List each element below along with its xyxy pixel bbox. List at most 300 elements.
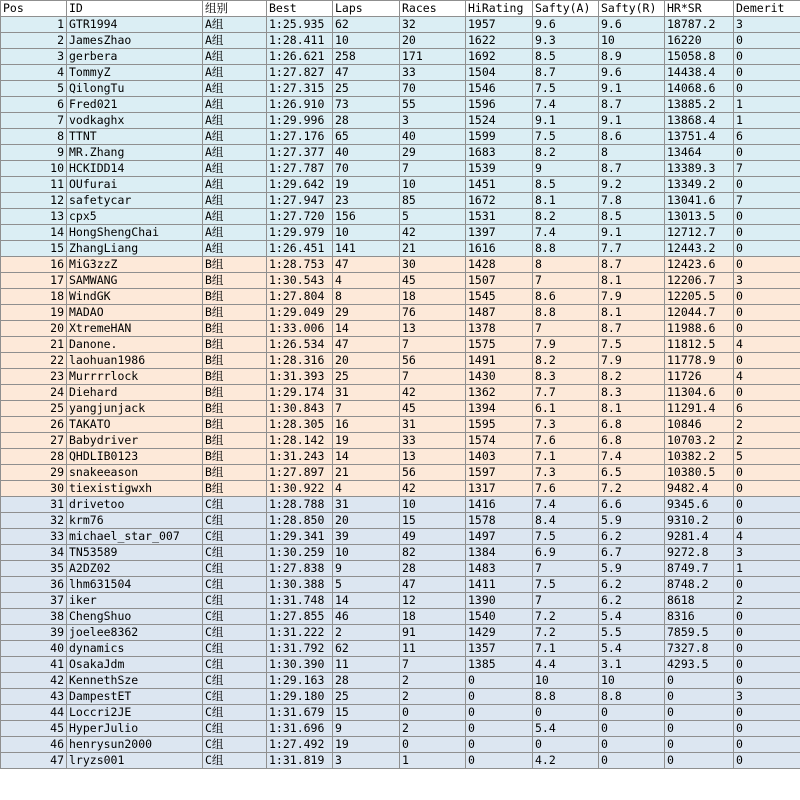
- cell-id[interactable]: SAMWANG: [67, 273, 203, 289]
- cell-safety-a[interactable]: 7.2: [533, 625, 599, 641]
- cell-group[interactable]: C组: [203, 721, 267, 737]
- cell-laps[interactable]: 47: [333, 257, 400, 273]
- cell-safety-a[interactable]: 8.8: [533, 305, 599, 321]
- cell-group[interactable]: A组: [203, 193, 267, 209]
- cell-group[interactable]: B组: [203, 337, 267, 353]
- cell-laps[interactable]: 70: [333, 161, 400, 177]
- cell-safety-r[interactable]: 6.5: [599, 465, 665, 481]
- cell-group[interactable]: C组: [203, 513, 267, 529]
- cell-races[interactable]: 7: [400, 161, 466, 177]
- cell-hirating[interactable]: 1683: [466, 145, 533, 161]
- cell-best[interactable]: 1:30.259: [267, 545, 333, 561]
- cell-group[interactable]: C组: [203, 577, 267, 593]
- cell-laps[interactable]: 19: [333, 177, 400, 193]
- cell-group[interactable]: C组: [203, 737, 267, 753]
- cell-safety-a[interactable]: 4.2: [533, 753, 599, 769]
- cell-pos[interactable]: 1: [1, 17, 67, 33]
- cell-best[interactable]: 1:31.819: [267, 753, 333, 769]
- cell-laps[interactable]: 258: [333, 49, 400, 65]
- cell-pos[interactable]: 10: [1, 161, 67, 177]
- cell-pos[interactable]: 27: [1, 433, 67, 449]
- cell-pos[interactable]: 29: [1, 465, 67, 481]
- cell-pos[interactable]: 19: [1, 305, 67, 321]
- cell-hirating[interactable]: 1317: [466, 481, 533, 497]
- cell-id[interactable]: safetycar: [67, 193, 203, 209]
- cell-best[interactable]: 1:27.315: [267, 81, 333, 97]
- cell-safety-r[interactable]: 7.2: [599, 481, 665, 497]
- table-row[interactable]: [1, 353, 800, 369]
- cell-pos[interactable]: 4: [1, 65, 67, 81]
- cell-id[interactable]: iker: [67, 593, 203, 609]
- cell-best[interactable]: 1:26.621: [267, 49, 333, 65]
- cell-races[interactable]: 3: [400, 113, 466, 129]
- cell-demerit[interactable]: 0: [734, 577, 800, 593]
- cell-hirating[interactable]: 1599: [466, 129, 533, 145]
- cell-group[interactable]: B组: [203, 465, 267, 481]
- cell-id[interactable]: michael_star_007: [67, 529, 203, 545]
- cell-laps[interactable]: 40: [333, 145, 400, 161]
- table-row[interactable]: [1, 529, 800, 545]
- cell-safety-r[interactable]: 9.2: [599, 177, 665, 193]
- cell-id[interactable]: laohuan1986: [67, 353, 203, 369]
- table-row[interactable]: [1, 369, 800, 385]
- cell-best[interactable]: 1:31.393: [267, 369, 333, 385]
- cell-safety-r[interactable]: 8.1: [599, 401, 665, 417]
- table-row[interactable]: [1, 177, 800, 193]
- cell-races[interactable]: 5: [400, 209, 466, 225]
- cell-hirating[interactable]: 0: [466, 689, 533, 705]
- cell-hr-sr[interactable]: 13013.5: [665, 209, 734, 225]
- cell-id[interactable]: MR.Zhang: [67, 145, 203, 161]
- cell-safety-a[interactable]: 8.4: [533, 513, 599, 529]
- cell-races[interactable]: 1: [400, 753, 466, 769]
- cell-id[interactable]: HCKIDD14: [67, 161, 203, 177]
- cell-safety-r[interactable]: 9.1: [599, 113, 665, 129]
- cell-races[interactable]: 45: [400, 401, 466, 417]
- cell-laps[interactable]: 28: [333, 113, 400, 129]
- cell-hr-sr[interactable]: 12712.7: [665, 225, 734, 241]
- cell-demerit[interactable]: 0: [734, 241, 800, 257]
- cell-hr-sr[interactable]: 11726: [665, 369, 734, 385]
- cell-safety-a[interactable]: 6.1: [533, 401, 599, 417]
- header-best[interactable]: Best: [267, 1, 333, 17]
- cell-safety-a[interactable]: 0: [533, 705, 599, 721]
- cell-hirating[interactable]: 1491: [466, 353, 533, 369]
- cell-id[interactable]: Murrrrlock: [67, 369, 203, 385]
- table-row[interactable]: [1, 257, 800, 273]
- table-row[interactable]: [1, 449, 800, 465]
- cell-races[interactable]: 91: [400, 625, 466, 641]
- cell-hr-sr[interactable]: 11812.5: [665, 337, 734, 353]
- table-row[interactable]: [1, 593, 800, 609]
- cell-group[interactable]: B组: [203, 449, 267, 465]
- cell-races[interactable]: 32: [400, 17, 466, 33]
- cell-group[interactable]: A组: [203, 17, 267, 33]
- cell-group[interactable]: B组: [203, 321, 267, 337]
- cell-pos[interactable]: 3: [1, 49, 67, 65]
- cell-pos[interactable]: 2: [1, 33, 67, 49]
- cell-group[interactable]: A组: [203, 145, 267, 161]
- cell-id[interactable]: TTNT: [67, 129, 203, 145]
- cell-safety-a[interactable]: 8.6: [533, 289, 599, 305]
- cell-hirating[interactable]: 1504: [466, 65, 533, 81]
- cell-safety-a[interactable]: 8.8: [533, 689, 599, 705]
- cell-best[interactable]: 1:27.720: [267, 209, 333, 225]
- cell-races[interactable]: 13: [400, 321, 466, 337]
- cell-hr-sr[interactable]: 16220: [665, 33, 734, 49]
- cell-races[interactable]: 2: [400, 673, 466, 689]
- cell-laps[interactable]: 46: [333, 609, 400, 625]
- cell-id[interactable]: DampestET: [67, 689, 203, 705]
- cell-safety-a[interactable]: 8.7: [533, 65, 599, 81]
- cell-safety-r[interactable]: 8.8: [599, 689, 665, 705]
- cell-group[interactable]: A组: [203, 209, 267, 225]
- table-row[interactable]: [1, 753, 800, 769]
- cell-hirating[interactable]: 1957: [466, 17, 533, 33]
- cell-races[interactable]: 42: [400, 225, 466, 241]
- cell-hr-sr[interactable]: 0: [665, 673, 734, 689]
- cell-demerit[interactable]: 1: [734, 97, 800, 113]
- cell-demerit[interactable]: 0: [734, 65, 800, 81]
- header-hr-sr[interactable]: HR*SR: [665, 1, 734, 17]
- cell-hirating[interactable]: 0: [466, 753, 533, 769]
- cell-best[interactable]: 1:26.534: [267, 337, 333, 353]
- cell-group[interactable]: C组: [203, 673, 267, 689]
- cell-group[interactable]: A组: [203, 33, 267, 49]
- cell-hirating[interactable]: 1403: [466, 449, 533, 465]
- cell-group[interactable]: A组: [203, 97, 267, 113]
- cell-races[interactable]: 18: [400, 609, 466, 625]
- cell-laps[interactable]: 20: [333, 513, 400, 529]
- cell-hr-sr[interactable]: 12423.6: [665, 257, 734, 273]
- cell-pos[interactable]: 9: [1, 145, 67, 161]
- cell-demerit[interactable]: 2: [734, 593, 800, 609]
- cell-demerit[interactable]: 4: [734, 529, 800, 545]
- cell-hr-sr[interactable]: 9281.4: [665, 529, 734, 545]
- cell-hr-sr[interactable]: 9345.6: [665, 497, 734, 513]
- cell-id[interactable]: QHDLIB0123: [67, 449, 203, 465]
- cell-hr-sr[interactable]: 8316: [665, 609, 734, 625]
- cell-group[interactable]: B组: [203, 417, 267, 433]
- cell-demerit[interactable]: 4: [734, 369, 800, 385]
- cell-best[interactable]: 1:31.679: [267, 705, 333, 721]
- cell-demerit[interactable]: 0: [734, 145, 800, 161]
- cell-races[interactable]: 7: [400, 369, 466, 385]
- cell-id[interactable]: A2DZ02: [67, 561, 203, 577]
- cell-id[interactable]: cpx5: [67, 209, 203, 225]
- cell-safety-r[interactable]: 5.4: [599, 641, 665, 657]
- cell-hr-sr[interactable]: 0: [665, 737, 734, 753]
- cell-demerit[interactable]: 0: [734, 353, 800, 369]
- cell-id[interactable]: WindGK: [67, 289, 203, 305]
- cell-group[interactable]: B组: [203, 353, 267, 369]
- cell-pos[interactable]: 24: [1, 385, 67, 401]
- cell-races[interactable]: 33: [400, 65, 466, 81]
- cell-demerit[interactable]: 0: [734, 641, 800, 657]
- cell-id[interactable]: GTR1994: [67, 17, 203, 33]
- cell-safety-a[interactable]: 9.6: [533, 17, 599, 33]
- cell-safety-r[interactable]: 7.4: [599, 449, 665, 465]
- table-row[interactable]: [1, 417, 800, 433]
- table-row[interactable]: [1, 225, 800, 241]
- cell-hirating[interactable]: 0: [466, 721, 533, 737]
- cell-hr-sr[interactable]: 9310.2: [665, 513, 734, 529]
- cell-pos[interactable]: 39: [1, 625, 67, 641]
- cell-hr-sr[interactable]: 13885.2: [665, 97, 734, 113]
- cell-hr-sr[interactable]: 13389.3: [665, 161, 734, 177]
- cell-id[interactable]: snakeeason: [67, 465, 203, 481]
- cell-hr-sr[interactable]: 10846: [665, 417, 734, 433]
- cell-demerit[interactable]: 0: [734, 721, 800, 737]
- cell-safety-r[interactable]: 8.3: [599, 385, 665, 401]
- cell-safety-a[interactable]: 7: [533, 593, 599, 609]
- cell-hirating[interactable]: 1507: [466, 273, 533, 289]
- cell-pos[interactable]: 16: [1, 257, 67, 273]
- cell-races[interactable]: 49: [400, 529, 466, 545]
- cell-group[interactable]: A组: [203, 177, 267, 193]
- cell-pos[interactable]: 43: [1, 689, 67, 705]
- cell-id[interactable]: Fred021: [67, 97, 203, 113]
- cell-hr-sr[interactable]: 11988.6: [665, 321, 734, 337]
- cell-races[interactable]: 29: [400, 145, 466, 161]
- cell-id[interactable]: krm76: [67, 513, 203, 529]
- cell-pos[interactable]: 38: [1, 609, 67, 625]
- table-row[interactable]: [1, 65, 800, 81]
- cell-best[interactable]: 1:28.411: [267, 33, 333, 49]
- cell-demerit[interactable]: 0: [734, 609, 800, 625]
- cell-safety-a[interactable]: 7.2: [533, 609, 599, 625]
- cell-safety-a[interactable]: 7.5: [533, 577, 599, 593]
- cell-safety-a[interactable]: 7.5: [533, 129, 599, 145]
- cell-races[interactable]: 47: [400, 577, 466, 593]
- cell-laps[interactable]: 28: [333, 673, 400, 689]
- cell-pos[interactable]: 21: [1, 337, 67, 353]
- cell-laps[interactable]: 5: [333, 577, 400, 593]
- table-row[interactable]: [1, 209, 800, 225]
- table-row[interactable]: [1, 321, 800, 337]
- header-safety-a[interactable]: Safty(A): [533, 1, 599, 17]
- table-row[interactable]: [1, 273, 800, 289]
- table-row[interactable]: [1, 721, 800, 737]
- cell-safety-r[interactable]: 5.5: [599, 625, 665, 641]
- cell-laps[interactable]: 21: [333, 465, 400, 481]
- cell-safety-a[interactable]: 7.6: [533, 481, 599, 497]
- cell-group[interactable]: C组: [203, 657, 267, 673]
- header-laps[interactable]: Laps: [333, 1, 400, 17]
- cell-group[interactable]: C组: [203, 705, 267, 721]
- cell-hirating[interactable]: 1451: [466, 177, 533, 193]
- cell-pos[interactable]: 42: [1, 673, 67, 689]
- cell-hirating[interactable]: 1385: [466, 657, 533, 673]
- cell-safety-a[interactable]: 7.9: [533, 337, 599, 353]
- cell-hirating[interactable]: 1416: [466, 497, 533, 513]
- cell-group[interactable]: A组: [203, 161, 267, 177]
- cell-hirating[interactable]: 1428: [466, 257, 533, 273]
- cell-demerit[interactable]: 4: [734, 337, 800, 353]
- cell-hirating[interactable]: 1578: [466, 513, 533, 529]
- cell-hr-sr[interactable]: 8618: [665, 593, 734, 609]
- cell-hr-sr[interactable]: 12044.7: [665, 305, 734, 321]
- table-row[interactable]: [1, 737, 800, 753]
- cell-id[interactable]: yangjunjack: [67, 401, 203, 417]
- cell-id[interactable]: OUfurai: [67, 177, 203, 193]
- cell-hr-sr[interactable]: 0: [665, 721, 734, 737]
- cell-hr-sr[interactable]: 13041.6: [665, 193, 734, 209]
- table-row[interactable]: [1, 17, 800, 33]
- cell-safety-r[interactable]: 7.9: [599, 289, 665, 305]
- cell-pos[interactable]: 17: [1, 273, 67, 289]
- cell-hr-sr[interactable]: 7327.8: [665, 641, 734, 657]
- cell-laps[interactable]: 19: [333, 737, 400, 753]
- cell-safety-r[interactable]: 8.7: [599, 97, 665, 113]
- cell-safety-a[interactable]: 7.1: [533, 641, 599, 657]
- cell-demerit[interactable]: 1: [734, 561, 800, 577]
- cell-best[interactable]: 1:27.377: [267, 145, 333, 161]
- cell-hirating[interactable]: 1672: [466, 193, 533, 209]
- cell-best[interactable]: 1:28.305: [267, 417, 333, 433]
- cell-safety-r[interactable]: 6.6: [599, 497, 665, 513]
- cell-hirating[interactable]: 1524: [466, 113, 533, 129]
- cell-safety-a[interactable]: 7: [533, 273, 599, 289]
- cell-best[interactable]: 1:27.838: [267, 561, 333, 577]
- cell-hr-sr[interactable]: 0: [665, 689, 734, 705]
- cell-races[interactable]: 40: [400, 129, 466, 145]
- cell-group[interactable]: A组: [203, 225, 267, 241]
- cell-laps[interactable]: 25: [333, 81, 400, 97]
- table-row[interactable]: [1, 385, 800, 401]
- cell-safety-a[interactable]: 8.1: [533, 193, 599, 209]
- cell-demerit[interactable]: 0: [734, 481, 800, 497]
- cell-safety-r[interactable]: 9.6: [599, 65, 665, 81]
- cell-hr-sr[interactable]: 11291.4: [665, 401, 734, 417]
- cell-id[interactable]: vodkaghx: [67, 113, 203, 129]
- cell-pos[interactable]: 18: [1, 289, 67, 305]
- cell-races[interactable]: 70: [400, 81, 466, 97]
- header-safety-r[interactable]: Safty(R): [599, 1, 665, 17]
- cell-races[interactable]: 31: [400, 417, 466, 433]
- cell-best[interactable]: 1:29.979: [267, 225, 333, 241]
- table-row[interactable]: [1, 625, 800, 641]
- cell-id[interactable]: XtremeHAN: [67, 321, 203, 337]
- table-row[interactable]: [1, 241, 800, 257]
- cell-group[interactable]: A组: [203, 113, 267, 129]
- cell-best[interactable]: 1:29.174: [267, 385, 333, 401]
- cell-laps[interactable]: 4: [333, 273, 400, 289]
- cell-races[interactable]: 12: [400, 593, 466, 609]
- cell-pos[interactable]: 15: [1, 241, 67, 257]
- cell-best[interactable]: 1:27.492: [267, 737, 333, 753]
- cell-pos[interactable]: 13: [1, 209, 67, 225]
- cell-safety-a[interactable]: 7: [533, 561, 599, 577]
- cell-hirating[interactable]: 1357: [466, 641, 533, 657]
- cell-pos[interactable]: 5: [1, 81, 67, 97]
- cell-safety-a[interactable]: 8.3: [533, 369, 599, 385]
- cell-demerit[interactable]: 0: [734, 257, 800, 273]
- cell-safety-r[interactable]: 8.5: [599, 209, 665, 225]
- cell-hr-sr[interactable]: 15058.8: [665, 49, 734, 65]
- cell-best[interactable]: 1:28.142: [267, 433, 333, 449]
- cell-races[interactable]: 82: [400, 545, 466, 561]
- cell-pos[interactable]: 45: [1, 721, 67, 737]
- table-row[interactable]: [1, 161, 800, 177]
- cell-races[interactable]: 10: [400, 177, 466, 193]
- table-row[interactable]: [1, 113, 800, 129]
- cell-hr-sr[interactable]: 13464: [665, 145, 734, 161]
- cell-races[interactable]: 21: [400, 241, 466, 257]
- cell-races[interactable]: 13: [400, 449, 466, 465]
- cell-pos[interactable]: 33: [1, 529, 67, 545]
- cell-races[interactable]: 10: [400, 497, 466, 513]
- table-row[interactable]: [1, 337, 800, 353]
- cell-hr-sr[interactable]: 8749.7: [665, 561, 734, 577]
- cell-laps[interactable]: 25: [333, 369, 400, 385]
- cell-best[interactable]: 1:30.543: [267, 273, 333, 289]
- cell-id[interactable]: joelee8362: [67, 625, 203, 641]
- table-row[interactable]: [1, 577, 800, 593]
- cell-demerit[interactable]: 0: [734, 497, 800, 513]
- cell-pos[interactable]: 7: [1, 113, 67, 129]
- cell-best[interactable]: 1:26.910: [267, 97, 333, 113]
- cell-best[interactable]: 1:27.804: [267, 289, 333, 305]
- cell-hirating[interactable]: 1540: [466, 609, 533, 625]
- cell-safety-r[interactable]: 5.9: [599, 513, 665, 529]
- cell-laps[interactable]: 14: [333, 593, 400, 609]
- cell-laps[interactable]: 8: [333, 289, 400, 305]
- cell-races[interactable]: 56: [400, 353, 466, 369]
- cell-laps[interactable]: 10: [333, 545, 400, 561]
- cell-id[interactable]: TAKATO: [67, 417, 203, 433]
- cell-laps[interactable]: 4: [333, 481, 400, 497]
- cell-pos[interactable]: 23: [1, 369, 67, 385]
- cell-id[interactable]: HongShengChai: [67, 225, 203, 241]
- cell-demerit[interactable]: 3: [734, 273, 800, 289]
- cell-demerit[interactable]: 3: [734, 689, 800, 705]
- table-row[interactable]: [1, 193, 800, 209]
- cell-hirating[interactable]: 1430: [466, 369, 533, 385]
- cell-laps[interactable]: 23: [333, 193, 400, 209]
- cell-hr-sr[interactable]: 13751.4: [665, 129, 734, 145]
- cell-races[interactable]: 2: [400, 689, 466, 705]
- cell-safety-r[interactable]: 5.4: [599, 609, 665, 625]
- cell-hr-sr[interactable]: 12205.5: [665, 289, 734, 305]
- cell-races[interactable]: 0: [400, 737, 466, 753]
- cell-races[interactable]: 76: [400, 305, 466, 321]
- cell-group[interactable]: C组: [203, 529, 267, 545]
- cell-best[interactable]: 1:31.748: [267, 593, 333, 609]
- cell-hr-sr[interactable]: 0: [665, 753, 734, 769]
- cell-id[interactable]: KennethSze: [67, 673, 203, 689]
- cell-hirating[interactable]: 1390: [466, 593, 533, 609]
- cell-hirating[interactable]: 1394: [466, 401, 533, 417]
- cell-laps[interactable]: 16: [333, 417, 400, 433]
- cell-laps[interactable]: 20: [333, 353, 400, 369]
- cell-laps[interactable]: 39: [333, 529, 400, 545]
- cell-safety-a[interactable]: 7.5: [533, 529, 599, 545]
- table-row[interactable]: [1, 433, 800, 449]
- cell-demerit[interactable]: 2: [734, 433, 800, 449]
- cell-safety-a[interactable]: 9.1: [533, 113, 599, 129]
- table-row[interactable]: [1, 561, 800, 577]
- cell-group[interactable]: C组: [203, 593, 267, 609]
- cell-laps[interactable]: 31: [333, 385, 400, 401]
- cell-best[interactable]: 1:27.947: [267, 193, 333, 209]
- cell-safety-r[interactable]: 6.8: [599, 417, 665, 433]
- cell-laps[interactable]: 19: [333, 433, 400, 449]
- cell-demerit[interactable]: 2: [734, 417, 800, 433]
- cell-races[interactable]: 85: [400, 193, 466, 209]
- cell-safety-a[interactable]: 8.2: [533, 145, 599, 161]
- cell-safety-r[interactable]: 6.7: [599, 545, 665, 561]
